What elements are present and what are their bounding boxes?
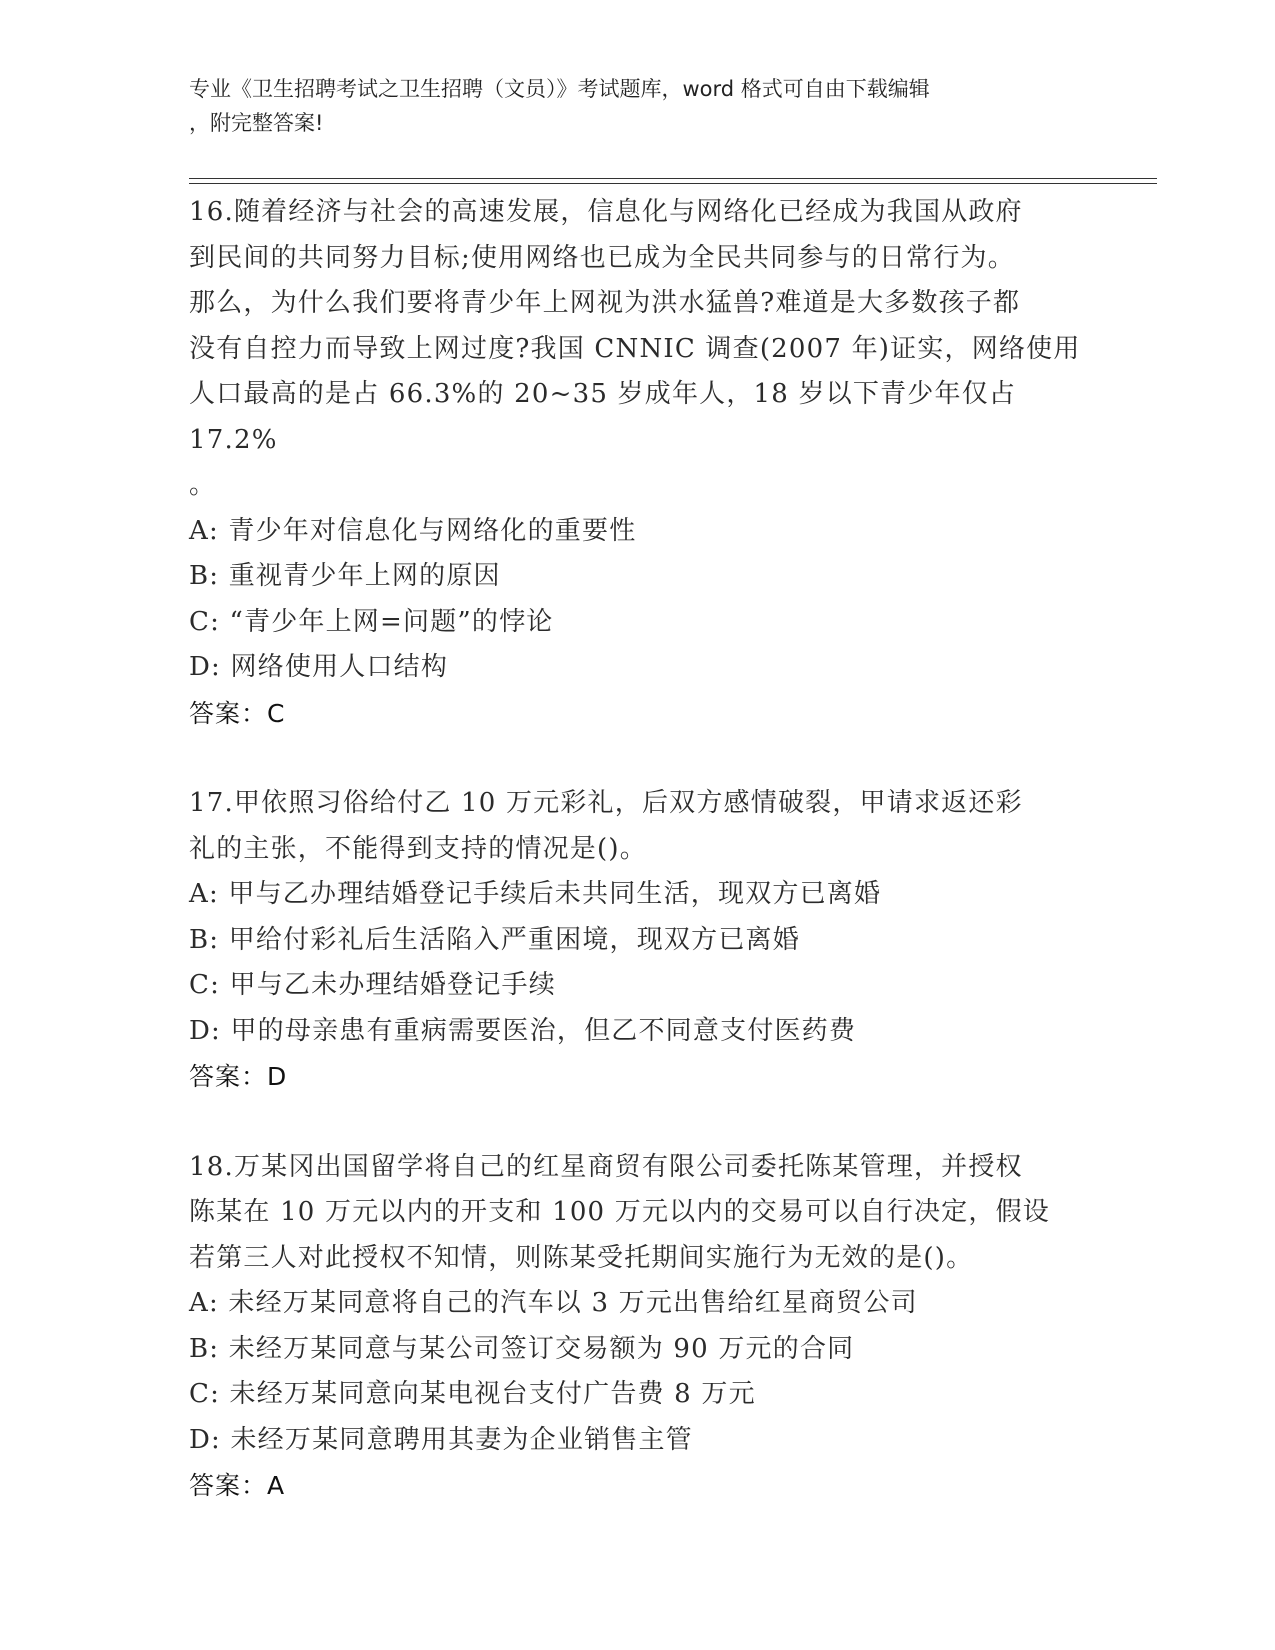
question-stem-line: 17.甲依照习俗给付乙 10 万元彩礼，后双方感情破裂，甲请求返还彩 (189, 788, 1023, 818)
option-c: C: 甲与乙未办理结婚登记手续 (189, 970, 556, 1000)
option-b: B: 重视青少年上网的原因 (189, 561, 501, 591)
option-c: C: 未经万某同意向某电视台支付广告费 8 万元 (189, 1379, 756, 1409)
question-17 (189, 781, 1089, 1100)
option-d: D: 网络使用人口结构 (189, 652, 449, 682)
option-d: D: 未经万某同意聘用其妻为企业销售主管 (189, 1424, 693, 1455)
answer: 答案：A (189, 1471, 286, 1500)
spacer (189, 1100, 1089, 1145)
question-stem-line: 人口最高的是占 66.3%的 20~35 岁成年人，18 岁以下青少年仅占 17.2% (189, 379, 1017, 455)
spacer (189, 736, 1089, 781)
option-b: B: 未经万某同意与某公司签订交易额为 90 万元的合同 (189, 1333, 855, 1364)
answer: 答案：C (189, 698, 286, 728)
option-b: B: 甲给付彩礼后生活陷入严重困境，现双方已离婚 (189, 924, 800, 955)
question-18 (189, 1145, 1089, 1509)
answer: 答案：D (189, 1062, 288, 1091)
header-line-1: 专业《卫生招聘考试之卫生招聘（文员）》考试题库，word 格式可自由下载编辑 (189, 77, 930, 101)
question-stem-line: 。 (189, 470, 217, 500)
question-stem-line: 那么，为什么我们要将青少年上网视为洪水猛兽?难道是大多数孩子都 (189, 288, 1021, 318)
question-stem-line: 16.随着经济与社会的高速发展，信息化与网络化已经成为我国从政府 (189, 197, 1023, 227)
option-c: C: “青少年上网=问题”的悖论 (189, 606, 554, 637)
question-stem-line: 陈某在 10 万元以内的开支和 100 万元以内的交易可以自行决定，假设 (189, 1197, 1050, 1227)
header-line-2: ，附完整答案! (189, 111, 324, 135)
option-a: A: 甲与乙办理结婚登记手续后未共同生活，现双方已离婚 (189, 879, 882, 909)
question-stem-line: 若第三人对此授权不知情，则陈某受托期间实施行为无效的是()。 (189, 1242, 974, 1273)
question-16 (189, 190, 1089, 736)
question-stem-line: 18.万某冈出国留学将自己的红星商贸有限公司委托陈某管理，并授权 (189, 1151, 1023, 1182)
header-divider-top (189, 178, 1157, 179)
question-stem-line: 到民间的共同努力目标;使用网络也已成为全民共同参与的日常行为。 (189, 242, 1015, 273)
header-divider-bottom (189, 183, 1157, 184)
question-list (189, 190, 1089, 1509)
question-stem-line: 礼的主张，不能得到支持的情况是()。 (189, 833, 647, 864)
question-stem-line: 没有自控力而导致上网过度?我国 CNNIC 调查(2007 年)证实，网络使用 (189, 333, 1081, 364)
option-a: A: 未经万某同意将自己的汽车以 3 万元出售给红星商贸公司 (189, 1288, 918, 1318)
document-header (189, 72, 1089, 140)
option-a: A: 青少年对信息化与网络化的重要性 (189, 515, 637, 546)
option-d: D: 甲的母亲患有重病需要医治，但乙不同意支付医药费 (189, 1015, 857, 1046)
